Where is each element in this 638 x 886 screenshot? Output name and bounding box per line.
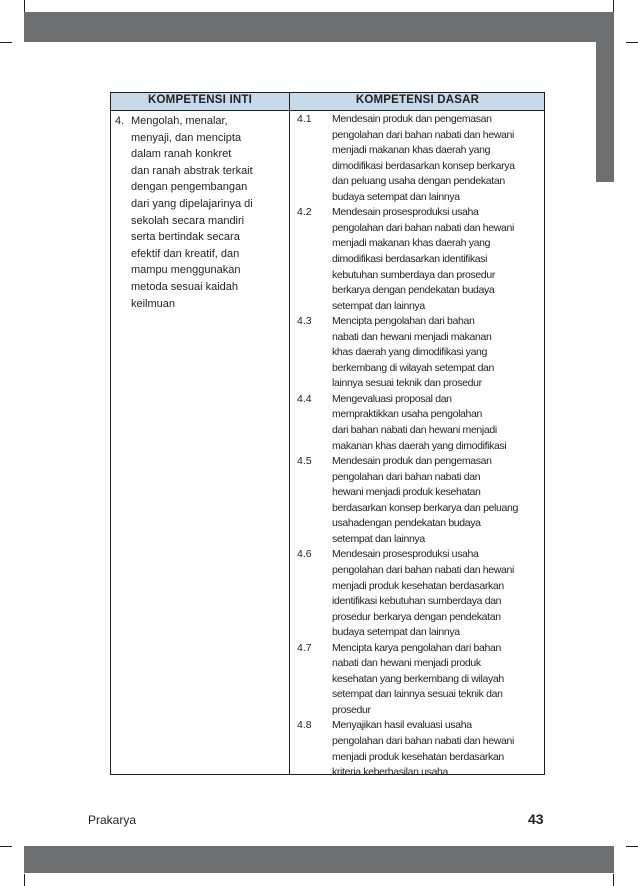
kd-text-line: setempat dan lainnya (332, 299, 425, 312)
crop-mark (0, 42, 12, 43)
kd-text-line: Mendesain produk dan pengemasan (332, 113, 492, 125)
ki-text-line: keilmuan (131, 297, 176, 310)
kd-number: 4.6 (297, 548, 312, 561)
ki-number: 4. (115, 115, 125, 127)
kd-text-line: Mencipta pengolahan dari bahan (332, 315, 475, 328)
kd-number: 4.3 (297, 315, 312, 328)
crop-mark (613, 0, 614, 12)
kd-text-line: pengolahan dari bahan nabati dan hewani (332, 128, 514, 141)
kd-number: 4.8 (297, 719, 312, 732)
ki-text-line: mampu menggunakan (131, 264, 241, 277)
kd-text-line: mempraktikkan usaha pengolahan (332, 408, 483, 421)
kd-text-line: Mendesain prosesproduksi usaha (332, 206, 479, 219)
crop-mark (613, 874, 614, 886)
kd-text-line: dari bahan nabati dan hewani menjadi (332, 424, 497, 436)
kd-text-line: kebutuhan sumberdaya dan prosedur (332, 268, 495, 281)
right-gray-bar (596, 42, 614, 182)
kd-text-line: prosedur berkarya dengan pendekatan (332, 610, 501, 623)
header-kompetensi-inti: KOMPETENSI INTI (148, 94, 252, 106)
ki-text-line: dalam ranah konkret (131, 148, 232, 161)
ki-text-line: serta bertindak secara (131, 231, 240, 244)
header-kompetensi-dasar: KOMPETENSI DASAR (355, 94, 480, 106)
kd-text-line: dan peluang usaha dengan pendekatan (332, 175, 505, 188)
kd-number: 4.2 (297, 206, 312, 219)
competency-table (110, 92, 545, 779)
kd-text-line: Mendesain produk dan pengemasan (332, 455, 492, 468)
kd-text-line: setempat dan lainnya (332, 532, 425, 545)
ki-text-line: metoda sesuai kaidah (131, 281, 239, 293)
ki-text-line: menyaji, dan mencipta (131, 131, 242, 144)
kd-text-line: menjadi produk kesehatan berdasarkan (332, 579, 504, 592)
kd-text-line: khas daerah yang dimodifikasi yang (332, 346, 488, 359)
kd-number: 4.5 (297, 455, 312, 468)
ki-text-line: dan ranah abstrak terkait (131, 164, 253, 177)
crop-mark (24, 874, 25, 886)
ki-text-line: sekolah secara mandiri (131, 214, 245, 227)
kd-text-line: Mendesain prosesproduksi usaha (332, 548, 479, 561)
kd-text-line: pengolahan dari bahan nabati dan hewani (332, 735, 514, 747)
ki-text-line: dengan pengembangan (131, 181, 248, 194)
kd-text-line: pengolahan dari bahan nabati dan hewani (332, 563, 514, 576)
kd-text-line: berkembang di wilayah setempat dan (332, 361, 495, 374)
kd-text-line: menjadi makanan khas daerah yang (332, 237, 491, 250)
crop-mark (24, 0, 25, 12)
footer-subject: Prakarya (88, 813, 137, 827)
kd-text-line: Mengevaluasi proposal dan (332, 392, 452, 405)
kd-text-line: nabati dan hewani menjadi produk (332, 657, 481, 670)
kd-text-line: berkarya dengan pendekatan budaya (332, 284, 495, 297)
kd-text-line: budaya setempat dan lainnya (332, 190, 460, 203)
column-divider (289, 93, 290, 774)
page-number: 43 (528, 811, 544, 827)
kd-text-line: menjadi makanan khas daerah yang (332, 144, 491, 157)
top-gray-bar (24, 12, 614, 42)
kd-text-line: setempat dan lainnya sesuai teknik dan (332, 688, 503, 701)
ki-text-line: efektif dan kreatif, dan (131, 247, 240, 260)
kd-text-line: berdasarkan konsep berkarya dan peluang (332, 501, 518, 514)
kd-number: 4.1 (297, 113, 312, 125)
kd-number: 4.4 (297, 392, 312, 405)
crop-mark (0, 846, 12, 847)
kd-text-line: makanan khas daerah yang dimodifikasi (332, 439, 507, 452)
kd-text-line: prosedur (332, 703, 371, 716)
ki-text-line: dari yang dipelajarinya di (131, 198, 253, 210)
kd-text-line: dimodifikasi berdasarkan identifikasi (332, 252, 488, 265)
kd-text-line: hewani menjadi produk kesehatan (332, 486, 481, 499)
kd-number: 4.7 (297, 641, 312, 654)
kd-text-line: pengolahan dari bahan nabati dan hewani (332, 221, 514, 234)
kd-text-line: Mencipta karya pengolahan dari bahan (332, 641, 501, 654)
crop-mark (626, 846, 638, 847)
bottom-gray-bar (24, 846, 614, 873)
kd-text-line: identifikasi kebutuhan sumberdaya dan (332, 595, 502, 608)
kd-text-line: budaya setempat dan lainnya (332, 626, 460, 639)
kd-text-line: menjadi produk kesehatan berdasarkan (332, 750, 504, 763)
kd-text-line: kriteria keberhasilan usaha (332, 766, 449, 779)
ki-text-line: Mengolah, menalar, (131, 115, 228, 127)
kd-text-line: nabati dan hewani menjadi makanan (332, 330, 492, 343)
kd-text-line: usahadengan pendekatan budaya (332, 517, 481, 530)
kd-text-line: kesehatan yang berkembang di wilayah (332, 672, 504, 685)
kd-text-line: dimodifikasi berdasarkan konsep berkarya (332, 159, 515, 172)
kd-text-line: lainnya sesuai teknik dan prosedur (332, 377, 482, 390)
kd-text-line: pengolahan dari bahan nabati dan (332, 470, 481, 483)
table-header (111, 93, 544, 111)
kd-text-line: Menyajikan hasil evaluasi usaha (332, 719, 472, 732)
crop-mark (626, 42, 638, 43)
